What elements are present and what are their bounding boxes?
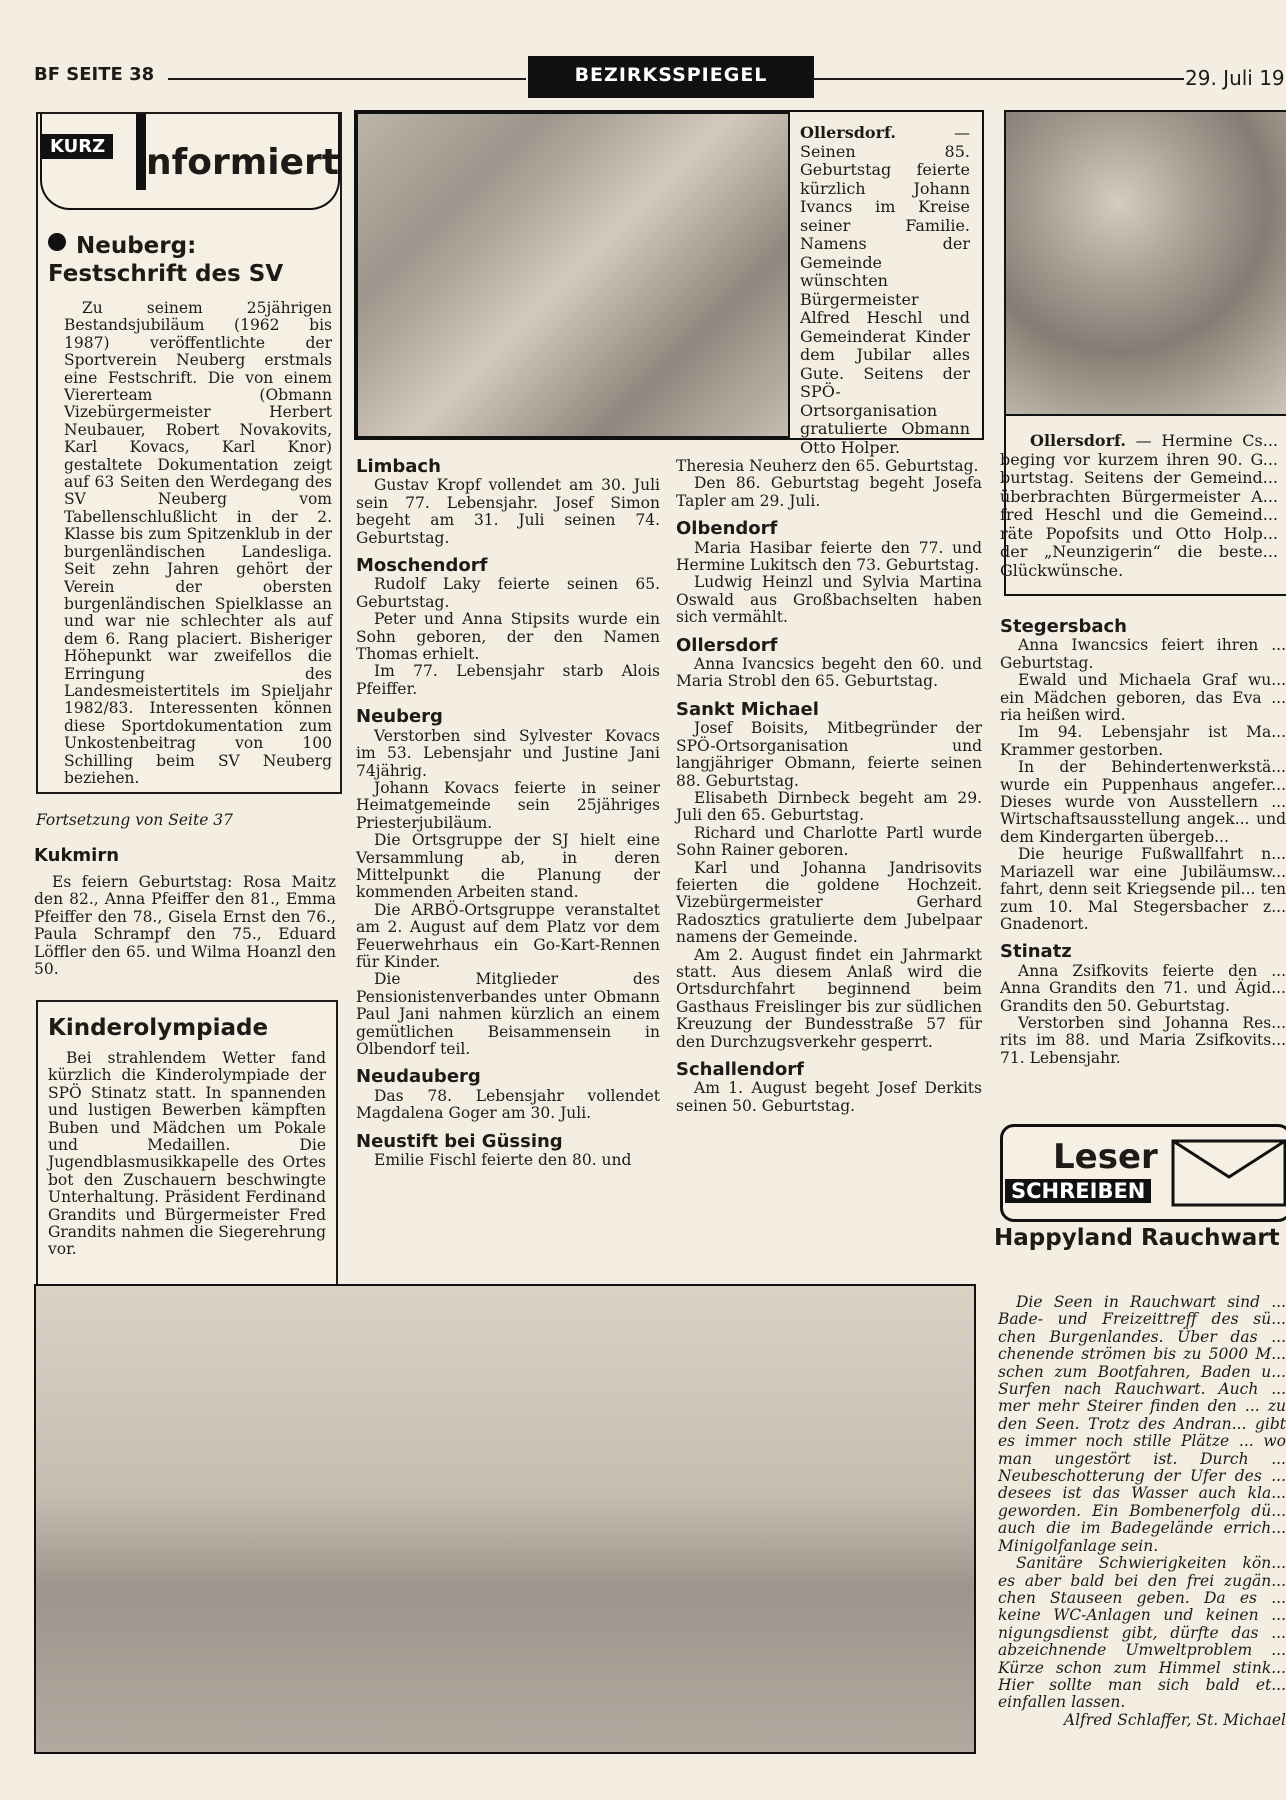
photo-caption-ollersdorf bbox=[800, 124, 970, 457]
sankt-text-5: Am 2. August findet ein Jahrmarkt statt. Aus diesem Anlaß wird die Ortsdurchfahrt beginnend beim Gasthaus Freislinger bis zur südlichen Kreuzung der Bundesstraße 57 für den Durchzugsverkehr gesperrt. bbox=[676, 945, 982, 1051]
neuberg-article-text: Zu seinem 25jährigen Bestandsjubiläum (1962 bis 1987) veröffentlichte der Sportverein Neuberg erstmals eine Festschrift. Die von einem Viererteam (Obmann Vizebürgermeister Herbert Neubauer, Robert Novakovits, Karl Kovacs, Karl Knor) gestaltete Dokumentation zeigt auf 63 Seiten den Werdegang des SV Neuberg vom Tabellenschlußlicht in der 2. Klasse bis zum Spitzenklub in der burgenländischen Landesliga. Seit zehn Jahren gehört der Verein der obersten burgenländischen Spielklasse an und war nie schlechter als auf dem 6. Rang placiert. Bisheriger Höhepunkt war zweifellos die Erringung des Landesmeistertitels im Spieljahr 1982/83. Interessenten können diese Sportdokumentation zum Unkostenbeitrag von 100 Schilling beim SV Neuberg beziehen. bbox=[64, 299, 332, 787]
kinderolympiade-heading: Kinderolympiade bbox=[48, 1015, 269, 1041]
header-rule-left bbox=[168, 78, 526, 80]
schallendorf-heading: Schallendorf bbox=[676, 1059, 804, 1080]
caption-text: — Seinen 85. Geburtstag feierte kürzlich Johann Ivancs im Kreise seiner Familie. Namens der Gemeinde wünschten Bürgermeister Alfred Heschl und Gemeinderat Kinder dem Jubilar alles Gute. Seitens der SPÖ-Ortsorganisation gratulierte Obmann Otto Holper. bbox=[800, 123, 970, 457]
tapler-text: Den 86. Geburtstag begeht Josefa Tapler am 29. Juli. bbox=[676, 474, 982, 510]
kukmirn-text: Es feiern Geburtstag: Rosa Maitz den 82., Anna Pfeiffer den 81., Emma Pfeiffer den 78., Gisela Ernst den 76., Paula Schrampf den 75., Eduard Löffler den 65. und Wilma Hoanzl den 50. bbox=[34, 873, 336, 979]
kinderolympiade-box bbox=[36, 1000, 338, 1286]
happyland-author: Alfred Schlaffer, St. Michael bbox=[1063, 1710, 1286, 1729]
kinderolympiade-photo bbox=[34, 1284, 976, 1754]
section-title: BEZIRKSSPIEGEL bbox=[528, 56, 814, 98]
moschendorf-text-1: Rudolf Laky feierte seinen 65. Geburtstag. bbox=[356, 575, 660, 611]
page-number: BF SEITE 38 bbox=[34, 64, 155, 85]
neustift-text: Emilie Fischl feierte den 80. und bbox=[374, 1151, 632, 1170]
happyland-heading: Happyland Rauchwart bbox=[994, 1225, 1280, 1251]
kurz-logo-bar bbox=[136, 114, 146, 190]
neuberg-article-body bbox=[64, 300, 332, 787]
neuberg-heading: Neuberg bbox=[356, 706, 443, 728]
stinatz-text-1: Anna Zsifkovits feierte den ... Anna Grandits den 71. und Ägid... Grandits den 50. Geburtstag. bbox=[1000, 961, 1286, 1015]
stegersbach-text-4: In der Behindertenwerkstä... wurde ein Puppenhaus angefer... Dieses wurde von Ausstellern ... Wirtschaftsausstellung angek... und dem Kindergarten übergeb... bbox=[1000, 758, 1286, 846]
leser-word: Leser bbox=[1053, 1137, 1158, 1177]
column-3 bbox=[676, 458, 982, 1115]
neuberg-text-2: Johann Kovacs feierte in seiner Heimatgemeinde sein 25jähriges Priesterjubiläum. bbox=[356, 778, 660, 832]
moschendorf-text-3: Im 77. Lebensjahr starb Alois Pfeiffer. bbox=[356, 662, 660, 698]
hermine-caption bbox=[1000, 432, 1278, 580]
column-2 bbox=[356, 448, 660, 1169]
sankt-text-2: Elisabeth Dirnbeck begeht am 29. Juli den 65. Geburtstag. bbox=[676, 788, 982, 825]
caption-place: Ollersdorf. bbox=[800, 123, 896, 142]
kurz-logo-title: nformiert bbox=[146, 142, 340, 183]
column-4 bbox=[1000, 608, 1286, 1067]
sankt-michael-heading: Sankt Michael bbox=[676, 698, 819, 720]
envelope-icon bbox=[1171, 1137, 1286, 1209]
neuberg-text-1: Verstorben sind Sylvester Kovacs im 53. Lebensjahr und Justine Jani 74jährig. bbox=[356, 726, 660, 780]
moschendorf-heading: Moschendorf bbox=[356, 555, 488, 577]
olbendorf-text-2: Ludwig Heinzl und Sylvia Martina Oswald aus Großbachselten haben sich vermählt. bbox=[676, 573, 982, 627]
leser-schreiben-logo bbox=[1000, 1124, 1286, 1222]
stinatz-text-2: Verstorben sind Johanna Res... rits im 88. und Maria Zsifkovits... 71. Lebensjahr. bbox=[1000, 1013, 1286, 1067]
kurz-informiert-box bbox=[36, 112, 342, 794]
stegersbach-text-5: Die heurige Fußwallfahrt n... Mariazell war eine Jubiläumsw... fahrt, denn seit Kriegsende pil... ten zum 10. Mal Stegersbacher z... Gnadenort. bbox=[1000, 845, 1286, 933]
header-rule-right bbox=[812, 78, 1184, 80]
neuberg-title-text: Neuberg: Festschrift des SV bbox=[48, 233, 284, 287]
neuberg-text-5: Die Mitglieder des Pensionistenverbandes unter Obmann Paul Jani nahmen kürzlich an einem gemütlichen Beisammensein in Olbendorf teil. bbox=[356, 970, 660, 1058]
sankt-text-1: Josef Boisits, Mitbegründer der SPÖ-Ortsorganisation und langjähriger Obmann, feierte seinen 88. Geburtstag. bbox=[676, 719, 982, 790]
caption2-place: Ollersdorf. bbox=[1030, 432, 1126, 450]
sankt-text-4: Karl und Johanna Jandrisovits feierten die goldene Hochzeit. Vizebürgermeister Gerhard Radosztics gratulierte dem Jubelpaar namens der Gemeinde. bbox=[676, 858, 982, 947]
sankt-text-3: Richard und Charlotte Partl wurde Sohn Rainer geboren. bbox=[676, 823, 982, 860]
hermine-photo bbox=[1004, 110, 1286, 416]
stegersbach-text-1: Anna Iwancsics feiert ihren ... Geburtstag. bbox=[1000, 636, 1286, 672]
stegersbach-text-3: Im 94. Lebensjahr ist Ma... Krammer gestorben. bbox=[1000, 723, 1286, 759]
issue-date: 29. Juli 19 bbox=[1185, 66, 1285, 90]
stegersbach-heading: Stegersbach bbox=[1000, 616, 1127, 637]
theresia-text: Theresia Neuherz den 65. Geburtstag. bbox=[676, 457, 979, 475]
neudauberg-heading: Neudauberg bbox=[356, 1066, 481, 1088]
neudauberg-text: Das 78. Lebensjahr vollendet Magdalena Goger am 30. Juli. bbox=[356, 1086, 660, 1123]
olbendorf-text-1: Maria Hasibar feierte den 77. und Hermine Lukitsch den 73. Geburtstag. bbox=[676, 538, 982, 575]
schallendorf-text: Am 1. August begeht Josef Derkits seinen 50. Geburtstag. bbox=[676, 1079, 982, 1115]
ollersdorf-text: Anna Ivancsics begeht den 60. und Maria Strobl den 65. Geburtstag. bbox=[676, 655, 982, 691]
ollersdorf-heading: Ollersdorf bbox=[676, 634, 778, 656]
happyland-text-1: Die Seen in Rauchwart sind ... Bade- und Freizeittreff des sü... chen Burgenlandes. Über das ... chenende strömen bis zu 5000 M... schen zum Bootfahren, Baden u... Surfen nach Rauchwart. Auch ... mer mehr Steirer finden den ... zu den Seen. Trotz des Andran... gibt es immer noch stille Plätze ... wo man ungestört ist. Durch ... Neubeschotterung der Ufer des ... desees ist das Wasser auch kla... geworden. Ein Bombenerfolg dü... auch die im Badegelände errich... Minigolfanlage sein. bbox=[998, 1294, 1286, 1555]
limbach-text: Gustav Kropf vollendet am 30. Juli sein 77. Lebensjahr. Josef Simon begeht am 31. Juli seinen 74. Geburtstag. bbox=[356, 476, 660, 547]
kukmirn-body bbox=[34, 874, 336, 978]
kinderolympiade-body bbox=[48, 1050, 326, 1259]
kinderolympiade-text: Bei strahlendem Wetter fand kürzlich die Kinderolympiade der SPÖ Stinatz statt. In spannenden und lustigen Bewerben kämpften Buben und Mädchen um Pokale und Medaillen. Die Jugendblasmusikkapelle des Ortes bot den Zuschauern beschwingte Unterhaltung. Präsident Ferdinand Grandits und Bürgermeister Fred Grandits nahmen die Siegerehrung vor. bbox=[48, 1049, 326, 1259]
stinatz-heading: Stinatz bbox=[1000, 941, 1072, 963]
neuberg-article-title bbox=[48, 232, 333, 288]
stegersbach-text-2: Ewald und Michaela Graf wu... ein Mädchen geboren, das Eva ... ria heißen wird. bbox=[1000, 671, 1286, 725]
neuberg-text-3: Die Ortsgruppe der SJ hielt eine Versammlung ab, in deren Mittelpunkt die Planung der kommenden Arbeiten stand. bbox=[356, 831, 660, 902]
kurz-badge: KURZ bbox=[42, 134, 113, 159]
bullet-icon bbox=[48, 233, 66, 251]
happyland-text-2: Sanitäre Schwierigkeiten kön... es aber bald bei den frei zugän... chen Stauseen geben. Da es ... keine WC-Anlagen und keinen ... nigungsdienst gibt, dürfte das ... abzeichnende Umweltproblem ... Kürze schon zum Himmel stink... Hier sollte man sich bald et... einfallen lassen. bbox=[998, 1554, 1286, 1712]
moschendorf-text-2: Peter und Anna Stipsits wurde ein Sohn geboren, der den Namen Thomas erhielt. bbox=[356, 610, 660, 664]
family-photo bbox=[356, 112, 790, 438]
neuberg-text-4: Die ARBÖ-Ortsgruppe veranstaltet am 2. August auf dem Platz vor dem Feuerwehrhaus ein Go-Kart-Rennen für Kinder. bbox=[356, 900, 660, 971]
olbendorf-heading: Olbendorf bbox=[676, 518, 778, 540]
limbach-heading: Limbach bbox=[356, 456, 441, 477]
continuation-note: Fortsetzung von Seite 37 bbox=[36, 811, 234, 829]
neustift-heading: Neustift bei Güssing bbox=[356, 1130, 563, 1152]
schreiben-word: SCHREIBEN bbox=[1005, 1179, 1151, 1203]
caption2-text: — Hermine Cs... beging vor kurzem ihren 90. G... burtstag. Seitens der Gemeind... überbrachten Bürgermeister A... fred Heschl und die Gemeind... räte Popofsits und Otto Holp... der „Neunzigerin“ die beste... Glückwünsche. bbox=[1000, 432, 1278, 580]
happyland-body bbox=[998, 1294, 1286, 1774]
kukmirn-heading: Kukmirn bbox=[34, 845, 120, 866]
